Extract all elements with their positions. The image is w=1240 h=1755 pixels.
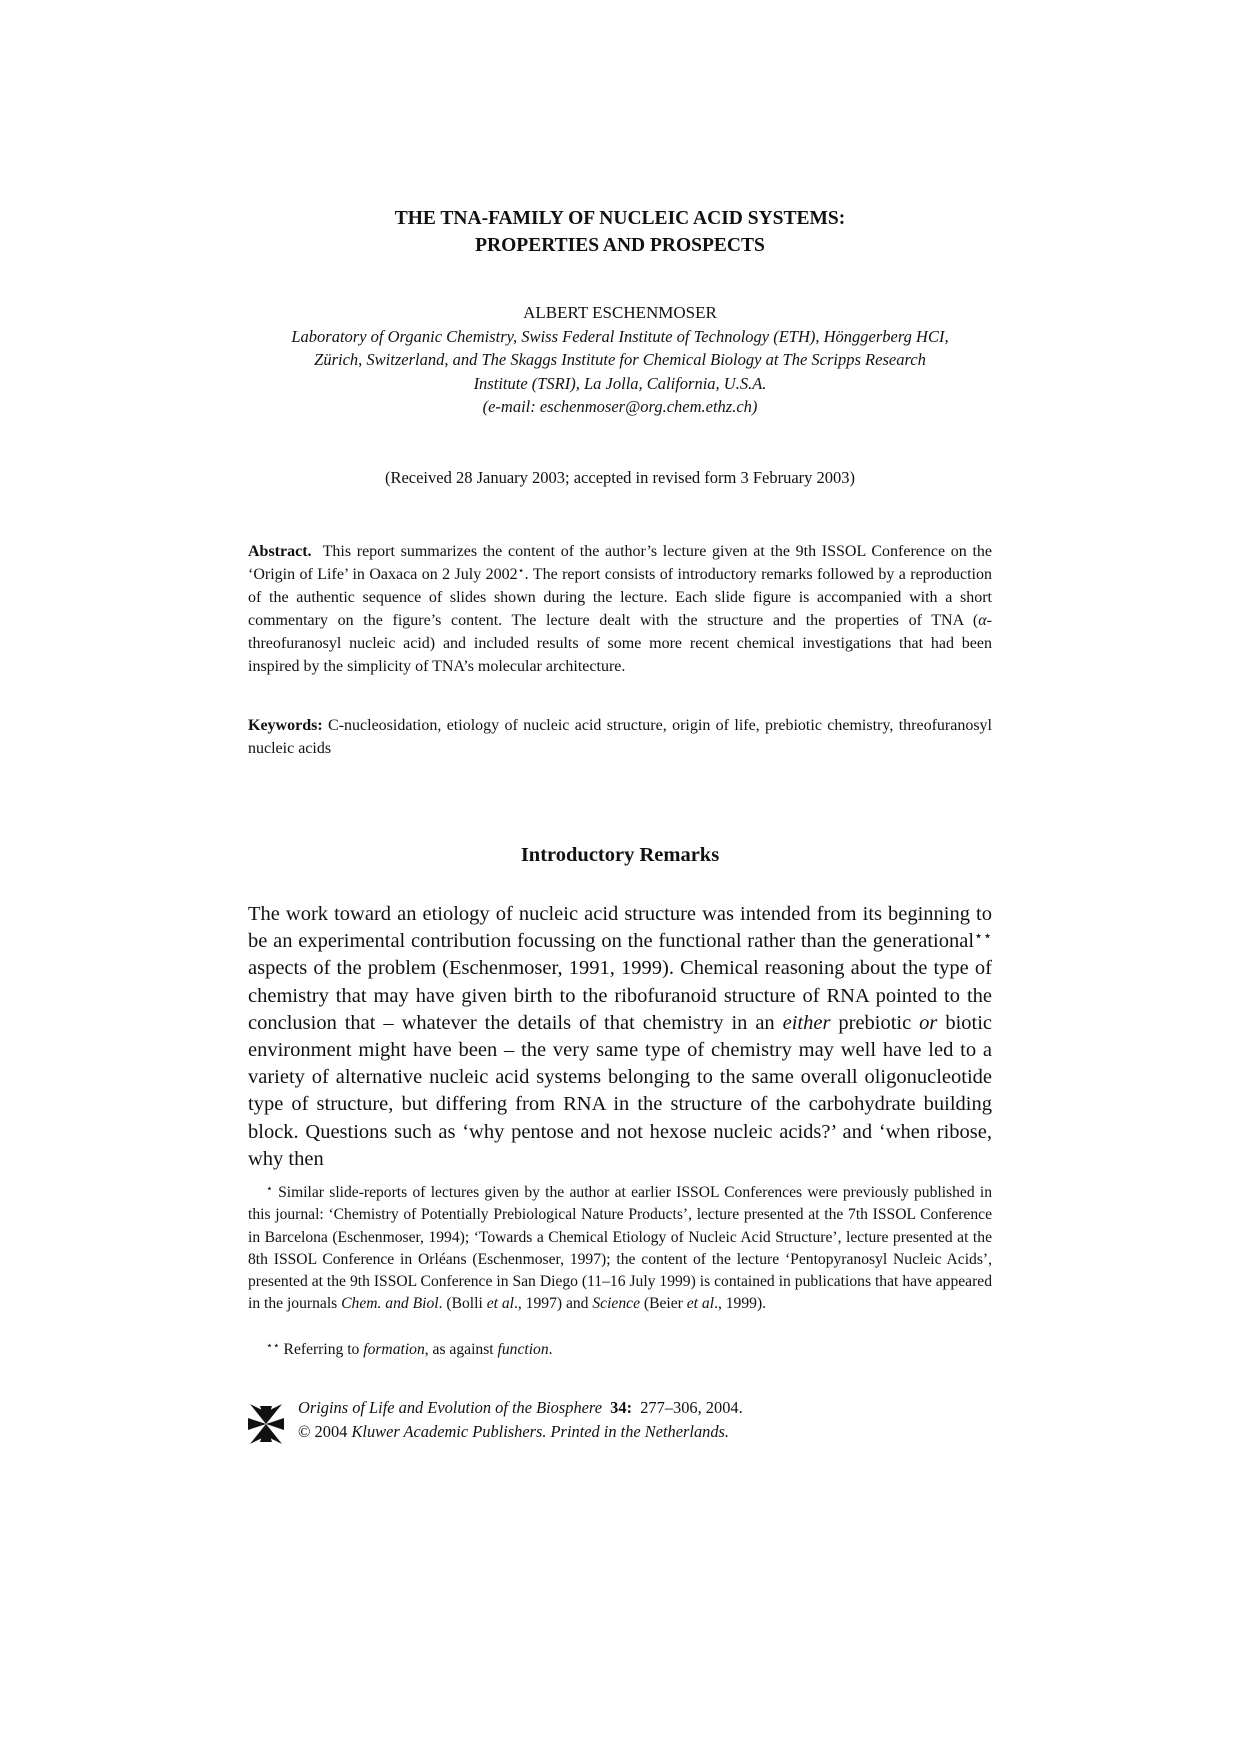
footnote-1-text-d: (Beier [640,1295,687,1313]
footnote-2-text-a: Referring to [279,1341,364,1358]
footnote-1-et-al-2: et al [686,1295,715,1313]
imprint-line-1 [298,1396,743,1420]
abstract-text-a: This report summarizes the content of the author’s lecture given at the 9th ISSOL Conference on the ‘Origin of Life’ in Oaxaca on 2 July 2002 [248,543,992,584]
affiliation-line-2: Zürich, Switzerland, and The Skaggs Institute for Chemical Biology at The Scripps Research [314,350,926,370]
footnote-1-marker: ⋆ [266,1183,273,1196]
keywords [248,714,992,760]
publisher: Kluwer Academic Publishers. Printed in the Netherlands. [351,1422,730,1441]
footnote-1-journal-science: Science [592,1295,640,1313]
footnote-1-text-a: Similar slide-reports of lectures given by the author at earlier ISSOL Conferences were previously published in this journal: ‘Chemistry of Potentially Prebiological Nature Products’, lecture presented at the 7th ISSOL Conference in Barcelona (Eschenmoser, 1994); ‘Towards a Chemical Etiology of Nucleic Acid Structure’, lecture presented at the 8th ISSOL Conference in Orléans (Eschenmoser, 1997); the content of the lecture ‘Pentopyranosyl Nucleic Acids’, presented at the 9th ISSOL Conference in San Diego (11–16 July 1999) is contained in publications that have appeared in the journals [248,1184,992,1313]
journal-volume: 34: [610,1398,633,1417]
abstract-text-c: -threofuranosyl nucleic acid) and included results of some more recent chemical investigations that had been inspired by the simplicity of TNA’s molecular architecture. [248,612,992,676]
imprint-line-2 [298,1420,743,1444]
paper-title [248,205,992,259]
title-line-2: PROPERTIES AND PROSPECTS [475,235,765,256]
author-email: (e-mail: eschenmoser@org.chem.ethz.ch) [482,396,758,416]
footnote-marker-star: ⋆ [517,565,525,578]
body-emphasis-or: or [919,1011,938,1034]
received-dates: (Received 28 January 2003; accepted in revised form 3 February 2003) [384,468,856,487]
keywords-label: Keywords: [248,717,323,734]
publisher-logo-icon [248,1402,284,1446]
affiliation-line-1: Laboratory of Organic Chemistry, Swiss Federal Institute of Technology (ETH), Hönggerberg HCI, [291,327,949,346]
footnote-2-emphasis-function: function [497,1341,549,1358]
abstract [248,540,992,679]
footnote-1-journal-chem-biol: Chem. and Biol [341,1295,439,1313]
abstract-text-b: . The report consists of introductory remarks followed by a reproduction of the authentic sequence of slides shown during the lecture. Each slide figure is accompanied with a short commentary on the figure’s content. The lecture dealt with the structure and the properties of TNA ( [248,566,993,630]
body-text-a: The work toward an etiology of nucleic acid structure was intended from its beginning to be an experimental contribution focussing on the functional rather than the generational [248,903,992,953]
footnote-1-text-b: . (Bolli [438,1295,487,1313]
author-affiliation [248,325,992,418]
title-line-1: THE TNA-FAMILY OF NUCLEIC ACID SYSTEMS: [394,208,846,229]
body-paragraph [248,901,992,1173]
body-text-d: biotic environment might have been – the very same type of chemistry may well have led to a variety of alternative nucleic acid systems belonging to the same overall oligonucleotide type of structure, but differing from RNA in the structure of the carbohydrate building block. Questions such as ‘why pentose and not hexose nucleic acids?’ and ‘when ribose, why then [248,1011,993,1170]
alpha-symbol: α [978,612,987,630]
abstract-label: Abstract. [248,543,312,560]
journal-imprint [248,1396,992,1450]
footnote-1-et-al-1: et al [486,1295,514,1313]
footnote-2-text-b: , as against [424,1341,498,1358]
body-text-c: prebiotic [830,1011,920,1034]
body-emphasis-either: either [782,1011,831,1034]
footnote-1-text-e: ., 1999). [714,1295,767,1313]
footnote-1 [248,1182,992,1316]
journal-name: Origins of Life and Evolution of the Biosphere [298,1398,602,1417]
footnote-2 [248,1339,992,1361]
footnote-2-text-c: . [548,1341,553,1358]
copyright: © 2004 [298,1422,348,1441]
keywords-text: C-nucleosidation, etiology of nucleic acid structure, origin of life, prebiotic chemistry, threofuranosyl nucleic acids [248,717,993,758]
footnote-marker-double-star: ⋆⋆ [974,928,992,945]
author-name: ALBERT ESCHENMOSER [523,303,717,322]
section-heading: Introductory Remarks [520,844,720,866]
affiliation-line-3: Institute (TSRI), La Jolla, California, U.S.A. [473,373,767,393]
body-text-b: aspects of the problem (Eschenmoser, 1991, 1999). Chemical reasoning about the type of chemistry that may have given birth to the ribofuranoid structure of RNA pointed to the conclusion that – whatever the details of that chemistry in an [248,957,992,1034]
journal-pages: 277–306, 2004. [640,1398,743,1417]
footnote-2-marker: ⋆⋆ [266,1340,280,1353]
footnote-1-text-c: ., 1997) and [513,1295,593,1313]
imprint-text [298,1396,743,1444]
footnote-2-emphasis-formation: formation [363,1341,425,1358]
